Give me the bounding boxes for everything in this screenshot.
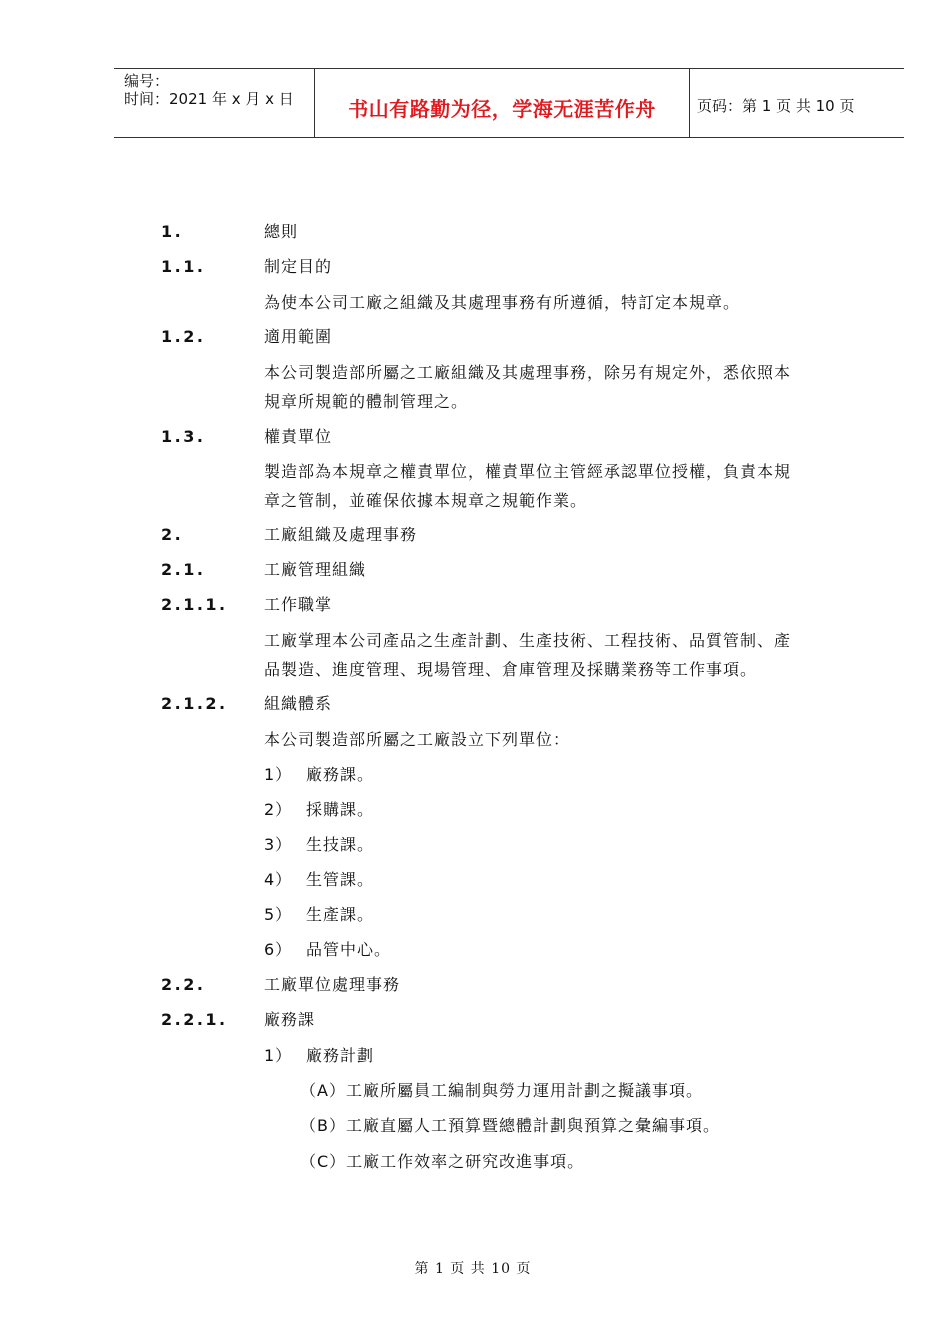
section-number: 1. bbox=[161, 222, 184, 241]
section-title: 工作職掌 bbox=[264, 595, 333, 614]
section-title: 總則 bbox=[264, 222, 299, 241]
sub-list-item: （A）工廠所屬員工編制與勞力運用計劃之擬議事項。 bbox=[300, 1081, 703, 1100]
paragraph-text: 為使本公司工廠之組織及其處理事務有所遵循，特訂定本規章。 bbox=[264, 293, 741, 312]
list-item-marker: 6） bbox=[264, 940, 293, 959]
header-info-cell bbox=[114, 69, 314, 137]
section-number: 2.2. bbox=[161, 975, 206, 994]
header-page-cell bbox=[689, 69, 904, 137]
paragraph-text: 製造部為本規章之權責單位，權責單位主管經承認單位授權，負責本規 bbox=[264, 462, 792, 481]
document-date-label: 时间：2021 年 x 月 x 日 bbox=[124, 90, 294, 108]
sub-list-item: （B）工廠直屬人工預算暨總體計劃與預算之彙編事項。 bbox=[300, 1116, 720, 1135]
list-item-marker: 2） bbox=[264, 800, 293, 819]
section-number: 2.1.1. bbox=[161, 595, 228, 614]
section-title: 組織體系 bbox=[264, 694, 333, 713]
document-number-label: 编号： bbox=[124, 72, 170, 90]
paragraph-text: 本公司製造部所屬之工廠組織及其處理事務，除另有規定外，悉依照本 bbox=[264, 363, 792, 382]
footer-page-number: 第 1 页 共 10 页 bbox=[414, 1261, 532, 1277]
section-number: 1.2. bbox=[161, 327, 206, 346]
list-item-marker: 4） bbox=[264, 870, 293, 889]
list-item-marker: 5） bbox=[264, 905, 293, 924]
section-title: 工廠管理組織 bbox=[264, 560, 367, 579]
list-item: 生管課。 bbox=[306, 870, 375, 889]
section-number: 2.1. bbox=[161, 560, 206, 579]
header-table bbox=[114, 68, 904, 138]
section-title: 適用範圍 bbox=[264, 327, 333, 346]
section-title: 工廠組織及處理事務 bbox=[264, 525, 418, 544]
section-number: 1.3. bbox=[161, 427, 206, 446]
paragraph-text: 章之管制，並確保依據本規章之規範作業。 bbox=[264, 491, 588, 510]
paragraph-text: 本公司製造部所屬之工廠設立下列單位： bbox=[264, 730, 571, 749]
section-title: 工廠單位處理事務 bbox=[264, 975, 401, 994]
header-motto-cell bbox=[314, 69, 690, 137]
header-motto: 书山有路勤为径，学海无涯苦作舟 bbox=[348, 97, 656, 121]
list-item: 採購課。 bbox=[306, 800, 375, 819]
section-number: 2.1.2. bbox=[161, 694, 228, 713]
header-page-number: 页码：第 1 页 共 10 页 bbox=[697, 97, 855, 115]
paragraph-text: 規章所規範的體制管理之。 bbox=[264, 392, 469, 411]
sub-list-item: （C）工廠工作效率之研究改進事項。 bbox=[300, 1152, 585, 1171]
list-item-marker: 3） bbox=[264, 835, 293, 854]
list-item: 生技課。 bbox=[306, 835, 375, 854]
paragraph-text: 品製造、進度管理、現場管理、倉庫管理及採購業務等工作事項。 bbox=[264, 660, 758, 679]
section-number: 1.1. bbox=[161, 257, 206, 276]
page-footer bbox=[0, 1258, 950, 1278]
section-title: 制定目的 bbox=[264, 257, 333, 276]
section-number: 2.2.1. bbox=[161, 1010, 228, 1029]
list-item: 品管中心。 bbox=[306, 940, 392, 959]
section-title: 廠務課 bbox=[264, 1010, 316, 1029]
list-item: 生產課。 bbox=[306, 905, 375, 924]
paragraph-text: 工廠掌理本公司產品之生產計劃、生產技術、工程技術、品質管制、產 bbox=[264, 631, 792, 650]
section-title: 權責單位 bbox=[264, 427, 333, 446]
list-item-marker: 1） bbox=[264, 765, 293, 784]
list-item: 廠務計劃 bbox=[306, 1046, 375, 1065]
list-item-marker: 1） bbox=[264, 1046, 293, 1065]
section-number: 2. bbox=[161, 525, 184, 544]
list-item: 廠務課。 bbox=[306, 765, 375, 784]
